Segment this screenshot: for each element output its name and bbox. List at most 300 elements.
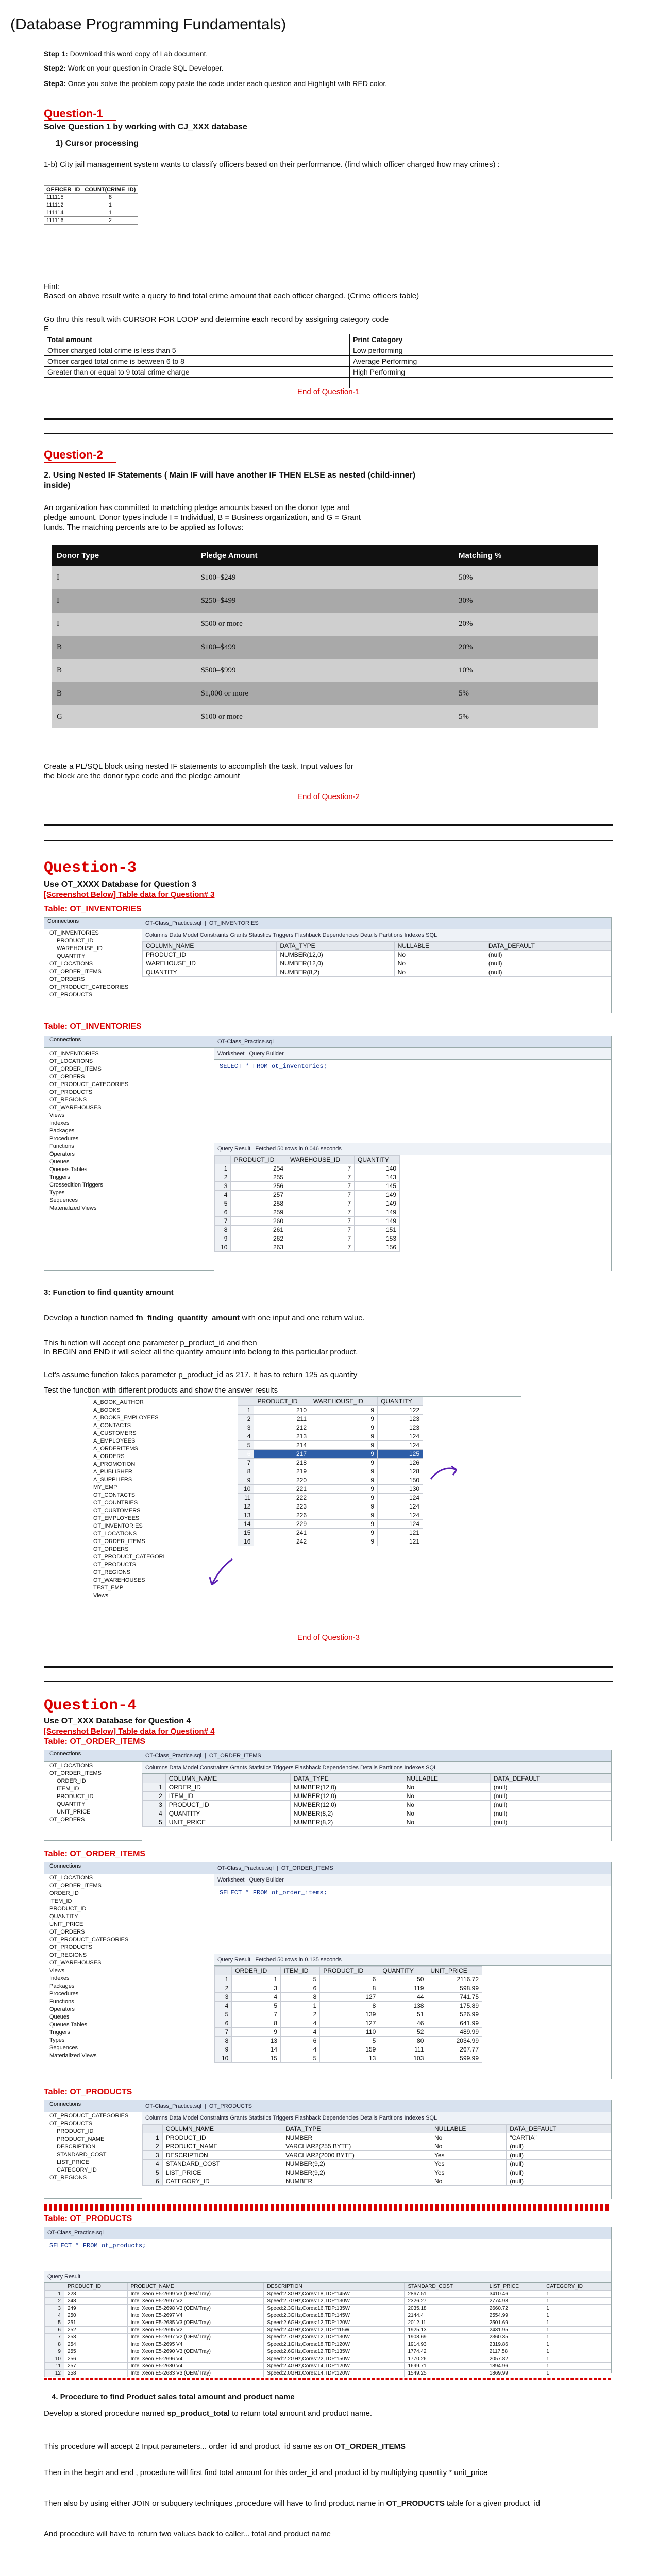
tree-node[interactable]: OT_ORDERS xyxy=(49,1929,85,1935)
table-row[interactable] xyxy=(143,951,611,959)
screenshot-query-inventories xyxy=(44,1036,612,1271)
connections-tab[interactable]: Connections xyxy=(44,1750,142,1762)
table-row[interactable] xyxy=(215,2045,482,2054)
tree-node[interactable]: OT_INVENTORIES xyxy=(49,930,99,936)
tree-node[interactable]: OT_REGIONS xyxy=(49,1097,87,1103)
tree-node[interactable]: OT_LOCATIONS xyxy=(49,961,93,967)
connections-tab[interactable]: Connections xyxy=(44,2100,142,2112)
q1-paragraph: 1-b) City jail management system wants to classify officers based on their performance. (find which officer charged how may crimes) : xyxy=(44,160,500,169)
tree-node[interactable]: MY_EMP xyxy=(93,1484,117,1490)
table-row[interactable] xyxy=(215,1217,400,1226)
table-cell: PRODUCT_NAME xyxy=(162,2142,282,2151)
tree-node[interactable]: Triggers xyxy=(49,1174,70,1180)
table-cell: 121 xyxy=(378,1537,423,1546)
tree-node[interactable]: QUANTITY xyxy=(57,1801,86,1807)
table-cell: 124 xyxy=(378,1432,423,1441)
table-row[interactable] xyxy=(238,1485,423,1494)
sql-editor[interactable]: SELECT * FROM ot_products; xyxy=(44,2239,611,2271)
table-cell: No xyxy=(403,1818,490,1827)
table-cell: Intel Xeon E5-2699 V3 (OEM/Tray) xyxy=(127,2291,264,2298)
table-cell: 1 xyxy=(543,2319,611,2327)
tree-node[interactable]: Indexes xyxy=(49,1120,70,1126)
row-number: 2 xyxy=(45,2298,64,2305)
row-number: 2 xyxy=(215,1984,232,1993)
file-tab[interactable]: OT_PRODUCTS xyxy=(209,2103,252,2109)
table-row[interactable] xyxy=(238,1441,423,1450)
table-cell: No xyxy=(431,2142,506,2151)
row-number: 10 xyxy=(215,1243,231,1252)
connections-tab[interactable]: Connections xyxy=(44,1036,214,1048)
tree-node[interactable]: OT_INVENTORIES xyxy=(93,1523,143,1529)
table-cell: 14 xyxy=(232,2045,281,2054)
table-row[interactable] xyxy=(215,1984,482,1993)
table-cell: 9 xyxy=(310,1441,378,1450)
table-cell: 8 xyxy=(82,194,138,201)
table-row[interactable] xyxy=(238,1502,423,1511)
tree-node[interactable]: A_BOOKS_EMPLOYEES xyxy=(93,1415,159,1421)
table-cell: 3410.46 xyxy=(486,2291,543,2298)
q3-table-label-2: Table: OT_INVENTORIES xyxy=(44,1022,142,1031)
tree-node[interactable]: OT_PRODUCTS xyxy=(49,992,93,998)
q2-subheading: 2. Using Nested IF Statements ( Main IF will have another IF THEN ELSE as nested (child-inner) xyxy=(44,471,416,480)
tree-node[interactable]: OT_ORDER_ITEMS xyxy=(49,1770,102,1776)
tree-node[interactable]: Sequences xyxy=(49,2045,78,2051)
table-row[interactable] xyxy=(215,1199,400,1208)
tree-node[interactable]: A_ORDERS xyxy=(93,1453,125,1460)
table-cell: 599.99 xyxy=(427,2054,482,2063)
tree-node[interactable]: Views xyxy=(49,1968,65,1974)
column-header: UNIT_PRICE xyxy=(427,1967,482,1975)
table-row[interactable] xyxy=(238,1467,423,1476)
table-row[interactable] xyxy=(45,2370,611,2377)
table-cell: 127 xyxy=(320,1993,379,2002)
table-row[interactable] xyxy=(45,2291,611,2298)
tab-query-result[interactable]: Query Result xyxy=(47,2274,81,2280)
tree-node[interactable]: OT_PRODUCTS xyxy=(49,1089,93,1095)
tree-node[interactable]: Materialized Views xyxy=(49,1205,97,1211)
table-cell: 267.77 xyxy=(427,2045,482,2054)
tree-node[interactable]: OT_LOCATIONS xyxy=(49,1875,93,1881)
table-row[interactable] xyxy=(215,2054,482,2063)
table-row[interactable] xyxy=(238,1494,423,1502)
row-number: 3 xyxy=(215,1993,232,2002)
table-cell: 5 xyxy=(281,1975,320,1984)
inventories-result-table-2 xyxy=(238,1397,423,1546)
q4-proc-params xyxy=(44,2442,611,2451)
table-row[interactable] xyxy=(238,1511,423,1520)
tree-node[interactable]: Functions xyxy=(49,1143,74,1149)
screenshot-columns xyxy=(44,917,612,1013)
file-tab[interactable]: OT-Class_Practice.sql xyxy=(145,1753,201,1759)
table-cell: 1 xyxy=(543,2348,611,2355)
tree-node[interactable]: QUANTITY xyxy=(49,1913,78,1920)
tree-node[interactable]: OT_EMPLOYEES xyxy=(93,1515,140,1521)
table-row[interactable] xyxy=(215,1226,400,1234)
column-header: QUANTITY xyxy=(379,1967,427,1975)
table-row[interactable] xyxy=(215,1173,400,1182)
tree-node[interactable]: OT_INVENTORIES xyxy=(49,1050,99,1057)
tree-node[interactable]: LIST_PRICE xyxy=(57,2159,89,2165)
tree-node[interactable]: PRODUCT_ID xyxy=(57,2128,94,2134)
tree-node[interactable]: OT_WAREHOUSES xyxy=(93,1577,145,1583)
table-row[interactable] xyxy=(238,1450,423,1459)
connections-tab[interactable]: Connections xyxy=(44,918,142,929)
table-row[interactable] xyxy=(215,1191,400,1199)
q1-item: 1) Cursor processing xyxy=(56,139,139,148)
tab-query-result[interactable]: Query Result xyxy=(217,1146,251,1152)
q1-col-count: COUNT(CRIME_ID) xyxy=(82,186,138,194)
tree-node[interactable]: PRODUCT_ID xyxy=(49,1906,87,1912)
table-row[interactable] xyxy=(215,1208,400,1217)
tree-node[interactable]: A_PROMOTION xyxy=(93,1461,136,1467)
tab-worksheet[interactable]: Worksheet xyxy=(217,1877,245,1883)
tree-node[interactable]: PRODUCT_ID xyxy=(57,1793,94,1800)
tab-worksheet[interactable]: Worksheet xyxy=(217,1050,245,1057)
table-row[interactable] xyxy=(143,2151,611,2160)
table-cell: 2 xyxy=(82,217,138,225)
table-cell: $500 or more xyxy=(196,613,453,636)
row-number-header xyxy=(215,1156,231,1164)
table-cell: 263 xyxy=(231,1243,287,1252)
file-tab[interactable]: OT-Class_Practice.sql xyxy=(145,2103,201,2109)
tree-node[interactable]: UNIT_PRICE xyxy=(57,1809,91,1815)
columns-table xyxy=(142,1774,611,1827)
tree-node[interactable]: OT_PRODUCT_CATEGORIES xyxy=(49,984,129,990)
tree-node[interactable]: QUANTITY xyxy=(57,953,86,959)
table-row[interactable] xyxy=(215,2037,482,2045)
table-cell: 2117.58 xyxy=(486,2348,543,2355)
tree-node[interactable]: Sequences xyxy=(49,1197,78,1204)
tree-node[interactable]: OT_ORDER_ITEMS xyxy=(49,969,102,975)
tree-node[interactable]: ORDER_ID xyxy=(49,1890,79,1896)
table-cell: 2035.18 xyxy=(405,2305,486,2312)
column-header: DATA_TYPE xyxy=(282,2125,431,2133)
table-row[interactable] xyxy=(45,2298,611,2305)
tree-node[interactable]: Operators xyxy=(49,1151,75,1157)
tree-node[interactable]: Queues xyxy=(49,2014,70,2020)
columns-grid xyxy=(142,1774,611,1841)
tree-node[interactable]: Operators xyxy=(49,2006,75,2012)
row-number: 1 xyxy=(215,1975,232,1984)
table-row[interactable] xyxy=(215,2019,482,2028)
row-number: 5 xyxy=(215,1199,231,1208)
table-row[interactable] xyxy=(45,2355,611,2363)
row-number: 10 xyxy=(45,2355,64,2363)
table-cell: NUMBER xyxy=(282,2133,431,2142)
object-tabs[interactable]: Columns Data Model Constraints Grants Statistics Triggers Flashback Dependencies Details Partitions Indexes SQL xyxy=(142,929,611,941)
q1-subheading: Solve Question 1 by working with CJ_XXX database xyxy=(44,123,247,131)
table-cell: 254 xyxy=(231,1164,287,1173)
tab-query-builder[interactable]: Query Builder xyxy=(249,1877,284,1883)
column-header: DATA_TYPE xyxy=(290,1774,403,1783)
table-cell: 7 xyxy=(287,1173,355,1182)
table-cell: VARCHAR2(255 BYTE) xyxy=(282,2142,431,2151)
tree-node[interactable]: Functions xyxy=(49,1998,74,2005)
file-tab[interactable]: OT_ORDER_ITEMS xyxy=(209,1753,261,1759)
file-tab[interactable]: OT_ORDER_ITEMS xyxy=(281,1865,333,1871)
tree-node[interactable]: OT_ORDER_ITEMS xyxy=(93,1538,145,1545)
row-number-header xyxy=(238,1397,254,1406)
table-cell: 248 xyxy=(64,2298,127,2305)
tree-node[interactable]: OT_ORDERS xyxy=(49,1074,85,1080)
connections-tab[interactable]: Connections xyxy=(44,1862,214,1874)
table-cell: 258 xyxy=(231,1199,287,1208)
table-cell: Speed:2.1GHz,Cores:18,TDP:120W xyxy=(264,2341,405,2348)
tree-node[interactable]: OT_REGIONS xyxy=(93,1569,131,1575)
tree-node[interactable]: Procedures xyxy=(49,1991,79,1997)
table-cell: G xyxy=(52,705,196,728)
table-cell: 5% xyxy=(453,682,598,705)
table-cell: 149 xyxy=(355,1208,400,1217)
tree-node[interactable]: OT_PRODUCTS xyxy=(49,1944,93,1951)
table-row[interactable] xyxy=(45,2334,611,2341)
table-row[interactable] xyxy=(143,1801,611,1809)
column-header: LIST_PRICE xyxy=(486,2283,543,2291)
table-row[interactable] xyxy=(143,2168,611,2177)
table-cell: (null) xyxy=(485,959,611,968)
tree-node[interactable]: Packages xyxy=(49,1983,75,1989)
tree-node[interactable]: WAREHOUSE_ID xyxy=(57,945,103,952)
table-cell: 2057.82 xyxy=(486,2355,543,2363)
tree-node[interactable]: A_BOOK_AUTHOR xyxy=(93,1399,144,1405)
tree-node[interactable]: Types xyxy=(49,2037,65,2043)
tree-node[interactable]: OT_ORDERS xyxy=(49,1817,85,1823)
table-cell: Officer charged total crime is less than 5 xyxy=(44,345,350,356)
table-cell: 15 xyxy=(232,2054,281,2063)
tree-node[interactable]: ITEM_ID xyxy=(49,1898,72,1904)
tree-node[interactable]: ORDER_ID xyxy=(57,1778,86,1784)
table-row[interactable] xyxy=(143,959,611,968)
table-cell: 149 xyxy=(355,1217,400,1226)
row-number: 3 xyxy=(143,1801,166,1809)
table-cell: 2501.69 xyxy=(486,2319,543,2327)
table-row[interactable] xyxy=(143,2133,611,2142)
file-tab[interactable]: OT_INVENTORIES xyxy=(209,920,259,926)
tree-node[interactable]: A_PUBLISHER xyxy=(93,1469,132,1475)
tree-node[interactable]: OT_REGIONS xyxy=(49,1952,87,1958)
table-cell: 7 xyxy=(287,1199,355,1208)
table-cell: 127 xyxy=(320,2019,379,2028)
tree-node[interactable]: OT_ORDERS xyxy=(49,976,85,982)
tree-node[interactable]: OT_COUNTRIES xyxy=(93,1500,138,1506)
table-row[interactable] xyxy=(143,1809,611,1818)
table-cell: 139 xyxy=(320,2010,379,2019)
tree-node[interactable]: A_EMPLOYEES xyxy=(93,1438,136,1444)
file-tab[interactable]: OT-Class_Practice.sql xyxy=(217,1039,274,1045)
table-cell: 1 xyxy=(232,1975,281,1984)
table-cell: Low performing xyxy=(350,345,613,356)
table-cell: Intel Xeon E5-2697 V2 (OEM/Tray) xyxy=(127,2334,264,2341)
table-cell: 143 xyxy=(355,1173,400,1182)
tree-node[interactable]: A_ORDERITEMS xyxy=(93,1446,138,1452)
tree-node[interactable]: OT_PRODUCT_CATEGORIES xyxy=(49,2113,129,2119)
table-cell: $250–$499 xyxy=(196,589,453,613)
q3-fn-text-1: Develop a function named xyxy=(44,1314,136,1323)
tree-node[interactable]: A_BOOKS xyxy=(93,1407,121,1413)
table-row xyxy=(44,194,138,201)
table-cell: 255 xyxy=(64,2348,127,2355)
table-row[interactable] xyxy=(215,1164,400,1173)
tree-node[interactable]: Queues Tables xyxy=(49,2022,88,2028)
table-cell: 149 xyxy=(355,1199,400,1208)
tree-node[interactable]: UNIT_PRICE xyxy=(49,1921,83,1927)
tree-node[interactable]: OT_REGIONS xyxy=(49,2175,87,2181)
row-number: 3 xyxy=(238,1423,254,1432)
tree-node[interactable]: Queues xyxy=(49,1159,70,1165)
table-row[interactable] xyxy=(238,1529,423,1537)
tree-node[interactable]: A_CUSTOMERS xyxy=(93,1430,137,1436)
tree-node[interactable]: OT_LOCATIONS xyxy=(49,1058,93,1064)
row-number: 12 xyxy=(238,1502,254,1511)
table-cell: 641.99 xyxy=(427,2019,482,2028)
tree-node[interactable]: Crossedition Triggers xyxy=(49,1182,103,1188)
tree-node[interactable]: OT_ORDER_ITEMS xyxy=(49,1066,102,1072)
row-number: 8 xyxy=(45,2341,64,2348)
table-cell: (null) xyxy=(490,1801,611,1809)
tree-node[interactable]: OT_ORDERS xyxy=(93,1546,129,1552)
table-row[interactable] xyxy=(215,2028,482,2037)
result-grid xyxy=(44,2283,611,2379)
tree-node[interactable]: OT_WAREHOUSES xyxy=(49,1105,102,1111)
table-cell: 80 xyxy=(379,2037,427,2045)
table-cell: 20% xyxy=(453,636,598,659)
table-cell: 249 xyxy=(64,2305,127,2312)
table-row[interactable] xyxy=(143,2177,611,2186)
table-row[interactable] xyxy=(45,2348,611,2355)
tree-node[interactable]: OT_ORDER_ITEMS xyxy=(49,1883,102,1889)
row-number-header xyxy=(143,1774,166,1783)
screenshot-query-order-items xyxy=(44,1862,612,2079)
table-cell: 2431.95 xyxy=(486,2327,543,2334)
tree-node[interactable]: Triggers xyxy=(49,2029,70,2036)
tree-node[interactable]: Packages xyxy=(49,1128,75,1134)
table-row[interactable] xyxy=(238,1520,423,1529)
row-number: 2 xyxy=(238,1415,254,1423)
tree-node[interactable]: DESCRIPTION xyxy=(57,2144,96,2150)
object-tabs[interactable]: Columns Data Model Constraints Grants Statistics Triggers Flashback Dependencies Details Partitions Indexes SQL xyxy=(142,2112,611,2124)
tree-node[interactable]: OT_PRODUCT_CATEGORI xyxy=(93,1554,165,1560)
table-row[interactable] xyxy=(215,2002,482,2010)
tree-node[interactable]: OT_WAREHOUSES xyxy=(49,1960,102,1966)
table-cell: 7 xyxy=(287,1226,355,1234)
table-row[interactable] xyxy=(45,2319,611,2327)
table-row[interactable] xyxy=(143,1783,611,1792)
table-cell: 52 xyxy=(379,2028,427,2037)
table-cell: 218 xyxy=(254,1459,310,1467)
tree-node[interactable]: Types xyxy=(49,1190,65,1196)
q2-intro-2: pledge amount. Donor types include I = Individual, B = Business organization, and G = Grant xyxy=(44,513,361,522)
tree-node[interactable]: Materialized Views xyxy=(49,2053,97,2059)
sql-editor[interactable]: SELECT * FROM ot_inventories; xyxy=(214,1060,611,1143)
table-cell: 1774.42 xyxy=(405,2348,486,2355)
table-cell: 258 xyxy=(64,2370,127,2377)
tree-node[interactable]: Procedures xyxy=(49,1136,79,1142)
table-row[interactable] xyxy=(143,1792,611,1801)
table-cell: 9 xyxy=(232,2028,281,2037)
tree-node[interactable]: A_CONTACTS xyxy=(93,1422,131,1429)
step-3-text: Once you solve the problem copy paste the code under each question and Highlight with RED color. xyxy=(65,79,388,88)
table-cell: 1 xyxy=(543,2312,611,2319)
table-row[interactable] xyxy=(143,1818,611,1827)
tree-node[interactable]: Views xyxy=(49,1112,65,1118)
sql-editor[interactable]: SELECT * FROM ot_order_items; xyxy=(214,1886,611,1954)
tree-node[interactable]: TEST_EMP xyxy=(93,1585,124,1591)
table-row[interactable] xyxy=(215,1993,482,2002)
table-cell: (null) xyxy=(507,2168,611,2177)
tree-node[interactable]: OT_CONTACTS xyxy=(93,1492,136,1498)
table-row[interactable] xyxy=(238,1537,423,1546)
tree-node[interactable]: Views xyxy=(93,1592,109,1599)
table-cell: 1 xyxy=(543,2355,611,2363)
table-cell: No xyxy=(403,1783,490,1792)
tree-node[interactable]: STANDARD_COST xyxy=(57,2151,107,2158)
table-cell: 220 xyxy=(254,1476,310,1485)
table-row[interactable] xyxy=(238,1476,423,1485)
tab-query-result[interactable]: Query Result xyxy=(217,1957,251,1963)
table-row[interactable] xyxy=(143,968,611,977)
table-row[interactable] xyxy=(143,2160,611,2168)
tree-node[interactable]: A_SUPPLIERS xyxy=(93,1477,132,1483)
tab-query-builder[interactable]: Query Builder xyxy=(249,1050,284,1057)
tree-node[interactable]: OT_LOCATIONS xyxy=(93,1531,137,1537)
table-row[interactable] xyxy=(238,1406,423,1415)
tree-node[interactable]: OT_CUSTOMERS xyxy=(93,1507,141,1514)
tree-node[interactable]: PRODUCT_ID xyxy=(57,938,94,944)
tree-node[interactable]: PRODUCT_NAME xyxy=(57,2136,105,2142)
tree-node[interactable]: Indexes xyxy=(49,1975,70,1981)
column-header: DATA_DEFAULT xyxy=(507,2125,611,2133)
divider xyxy=(44,824,613,826)
table-row[interactable] xyxy=(238,1432,423,1441)
table-row[interactable] xyxy=(238,1459,423,1467)
table-row[interactable] xyxy=(215,1975,482,1984)
table-row[interactable] xyxy=(45,2341,611,2348)
file-tab[interactable]: OT-Class_Practice.sql xyxy=(47,2230,104,2236)
tree-node[interactable]: OT_PRODUCT_CATEGORIES xyxy=(49,1937,129,1943)
tree-node[interactable]: CATEGORY_ID xyxy=(57,2167,97,2173)
tree-node[interactable]: OT_LOCATIONS xyxy=(49,1762,93,1769)
worksheet xyxy=(214,1036,611,1270)
table-row[interactable] xyxy=(215,1182,400,1191)
table-row[interactable] xyxy=(45,2363,611,2370)
tree-node[interactable]: ITEM_ID xyxy=(57,1786,79,1792)
file-tab[interactable]: OT-Class_Practice.sql xyxy=(145,920,201,926)
table-cell: Speed:2.3GHz,Cores:18,TDP:145W xyxy=(264,2312,405,2319)
table-row[interactable] xyxy=(45,2327,611,2334)
column-header: WAREHOUSE_ID xyxy=(287,1156,355,1164)
table-row[interactable] xyxy=(215,1234,400,1243)
tree-node[interactable]: OT_PRODUCTS xyxy=(49,2121,93,2127)
table-row[interactable] xyxy=(238,1415,423,1423)
table-row[interactable] xyxy=(45,2305,611,2312)
table-row[interactable] xyxy=(238,1423,423,1432)
table-row[interactable] xyxy=(45,2312,611,2319)
result-grid xyxy=(214,1155,611,1277)
step-2-text: Work on your question in Oracle SQL Developer. xyxy=(65,64,224,72)
table-row[interactable] xyxy=(215,2010,482,2019)
tree-node[interactable]: OT_PRODUCTS xyxy=(93,1562,137,1568)
file-tab[interactable]: OT-Class_Practice.sql xyxy=(217,1865,274,1871)
table-row xyxy=(52,682,598,705)
tree-node[interactable]: OT_PRODUCT_CATEGORIES xyxy=(49,1081,129,1088)
object-tabs[interactable]: Columns Data Model Constraints Grants Statistics Triggers Flashback Dependencies Details Partitions Indexes SQL xyxy=(142,1762,611,1774)
columns-editor xyxy=(142,1750,611,1840)
tree-node[interactable]: Queues Tables xyxy=(49,1166,88,1173)
table-cell: 1 xyxy=(543,2291,611,2298)
table-row[interactable] xyxy=(215,1243,400,1252)
column-header: COLUMN_NAME xyxy=(143,942,277,951)
table-row[interactable] xyxy=(143,2142,611,2151)
